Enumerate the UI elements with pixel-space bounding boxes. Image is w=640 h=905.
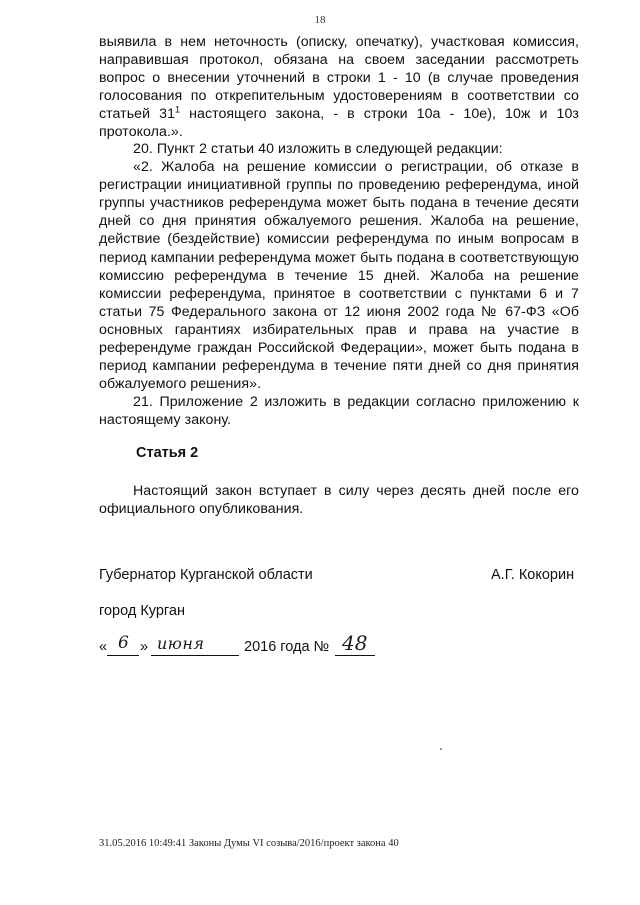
date-open-quote: « xyxy=(99,639,108,655)
date-month-handwritten: июня xyxy=(157,634,205,653)
city-name: город Курган xyxy=(99,603,185,619)
item-20-text: «2. Жалоба на решение комиссии о регистрации, об отказе в регистрации инициативной группы по проведению референдума, иной группы участников референдума может быть подана в течение десяти дней со дня принятия обжалуемого решения. Жалоба на решение, действие (бездействие) комиссии референдума по иным вопросам в период кампании референдума может быть подана в соответствующую комиссию референдума в течение 15 дней. Жалоба на решение комиссии референдума, принятое в соответствии с пунктами 6 и 7 статьи 75 Федерального закона от 12 июня 2002 года № 67-ФЗ «Об основных гарантиях избирательных прав и права на участие в референдуме граждан Российской Федерации», может быть подана в период кампании референдума в течение пяти дней со дня принятия обжалуемого решения». xyxy=(99,159,579,393)
month-underline xyxy=(151,655,239,656)
amendment-items xyxy=(99,140,579,430)
date-line xyxy=(99,630,399,658)
date-close-quote: » xyxy=(140,639,149,655)
continuation-paragraph xyxy=(99,33,579,142)
item-21: 21. Приложение 2 изложить в редакции согласно приложению к настоящему закону. xyxy=(99,394,579,429)
item-20: 20. Пункт 2 статьи 40 изложить в следующей редакции: xyxy=(133,141,503,157)
page-number: 18 xyxy=(314,14,326,26)
number-underline xyxy=(335,655,375,656)
date-day-handwritten: 6 xyxy=(118,633,129,653)
date-year-text: 2016 года № xyxy=(244,639,330,655)
law-number-handwritten: 48 xyxy=(342,631,368,655)
law-effect-paragraph: Настоящий закон вступает в силу через десять дней после его официального опубликования. xyxy=(99,483,579,518)
signatory-name: А.Г. Кокорин xyxy=(491,567,575,583)
law-effect-block xyxy=(99,482,579,518)
scan-speck xyxy=(440,748,442,750)
signatory-title: Губернатор Курганской области xyxy=(99,567,313,583)
paragraph-text: выявила в нем неточность (описку, опечатку), участковая комиссия, направившая протокол, обязана на своем заседании рассмотреть вопрос о внесении уточнений в строки 1 - 10 (в случае проведения голосования по открепительным удостоверениям в соответствии со статьей 31 xyxy=(99,34,579,123)
day-underline xyxy=(107,655,139,656)
article-heading: Статья 2 xyxy=(136,445,199,461)
paragraph-tail: настоящего закона, - в строки 10а - 10е), 10ж и 10з протокола.». xyxy=(99,106,579,141)
file-path-footer: 31.05.2016 10:49:41 Законы Думы VI созыва/2016/проект закона 40 xyxy=(99,838,399,849)
superscript: 1 xyxy=(175,104,181,115)
